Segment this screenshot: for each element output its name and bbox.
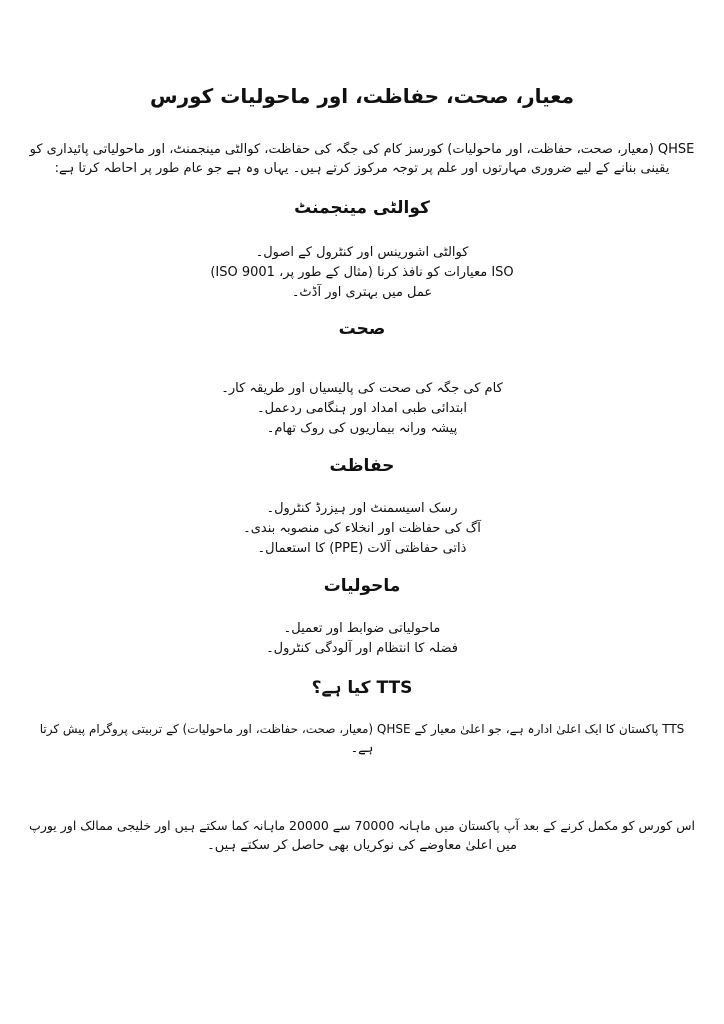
list-item: ابتدائی طبی امداد اور ہنگامی ردعمل۔ — [256, 401, 468, 416]
paragraph-line: TTS پاکستان کا ایک اعلیٰ ادارہ ہے، جو اعلیٰ معیار کے QHSE (معیار، صحت، حفاظت، اور ماحولیات) کے تربیتی پروگرام پیش کرتا — [39, 722, 685, 736]
document-title: معیار، صحت، حفاظت، اور ماحولیات کورس — [150, 84, 574, 108]
list-item: فضلہ کا انتظام اور آلودگی کنٹرول۔ — [266, 641, 458, 656]
list-item: ذاتی حفاظتی آلات (PPE) کا استعمال۔ — [257, 541, 467, 556]
tts-paragraph — [12, 719, 712, 759]
list-item: پیشہ ورانہ بیماریوں کی روک تھام۔ — [266, 421, 458, 436]
section-heading-quality: کوالٹی مینجمنٹ — [294, 198, 430, 218]
paragraph-line: اس کورس کو مکمل کرنے کے بعد آپ پاکستان میں ماہانہ 70000 سے 20000 ماہانہ کما سکتے ہیں اور خلیجی ممالک اور یورپ — [29, 818, 695, 833]
career-paragraph — [16, 816, 708, 856]
section-heading-environment: ماحولیات — [323, 576, 401, 596]
section-heading-health: صحت — [338, 319, 386, 339]
list-item: کام کی جگہ کی صحت کی پالیسیاں اور طریقہ کار۔ — [221, 381, 503, 396]
tts-heading: TTS کیا ہے؟ — [311, 678, 413, 698]
list-item: ماحولیاتی ضوابط اور تعمیل۔ — [283, 621, 441, 636]
section-list-quality — [0, 243, 724, 303]
list-item: ISO معیارات کو نافذ کرنا (مثال کے طور پر، ISO 9001) — [210, 265, 514, 280]
section-list-safety — [0, 499, 724, 559]
section-heading-safety: حفاظت — [329, 456, 395, 476]
list-item: آگ کی حفاظت اور انخلاء کی منصوبہ بندی۔ — [243, 521, 481, 536]
list-item: کوالٹی اشورینس اور کنٹرول کے اصول۔ — [255, 245, 469, 260]
paragraph-line: میں اعلیٰ معاوضے کی نوکریاں بھی حاصل کر سکتے ہیں۔ — [207, 838, 517, 853]
section-list-health — [0, 379, 724, 439]
section-list-environment — [0, 619, 724, 659]
list-item: رسک اسیسمنٹ اور ہیزرڈ کنٹرول۔ — [266, 501, 458, 516]
intro-paragraph: QHSE (معیار، صحت، حفاظت، اور ماحولیات) کورسز کام کی جگہ کی حفاظت، کوالٹی مینجمنٹ، اور ماحولیاتی پائیداری کو یقینی بنانے کے لیے ضروری مہارتوں اور علم پر توجہ مرکوز کرتے ہیں۔ یہاں وہ ہے جو عام طور پر احاطہ کرتا ہے: — [29, 142, 695, 176]
paragraph-line: ہے۔ — [350, 741, 374, 756]
list-item: عمل میں بہتری اور آڈٹ۔ — [291, 285, 433, 300]
